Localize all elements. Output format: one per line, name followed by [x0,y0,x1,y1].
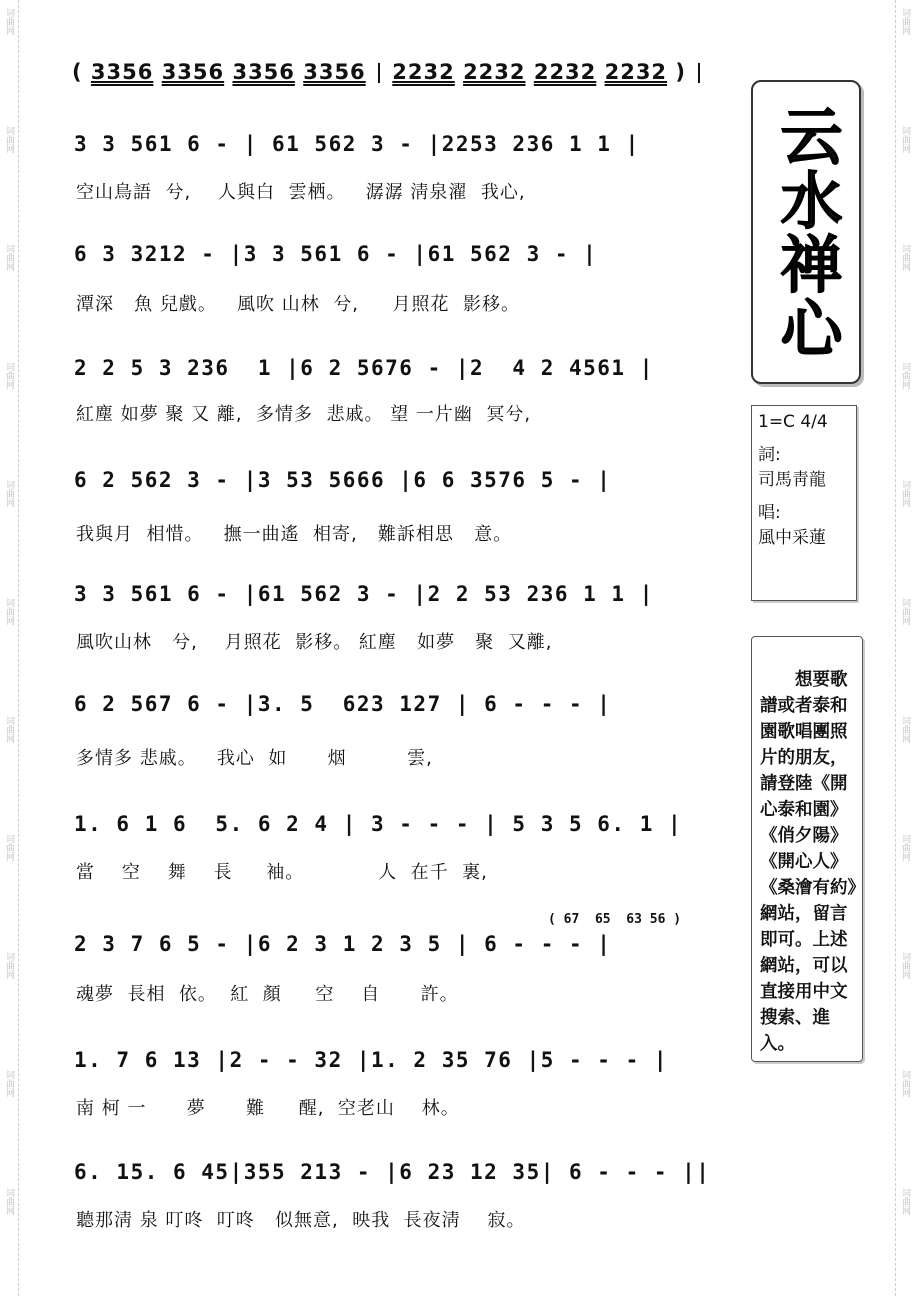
notation-line-10: 6. 15. 6 45|355 213 - |6 23 12 35| 6 - - - || [74,1160,711,1184]
intro-group: 2232 [392,60,455,84]
key-signature: 1=C 4/4 [758,412,828,432]
notation-line-5: 3 3 561 6 - |61 562 3 - |2 2 53 236 1 1 | [74,582,654,606]
lyricist-name: 司馬靑龍 [758,470,826,490]
watermark-glyph: 词曲网 [4,1070,14,1097]
watermark-glyph: 词曲网 [900,598,910,625]
intro-open-paren: ( [72,60,83,84]
intro-group: 3356 [90,60,154,84]
watermark-glyph: 词曲网 [4,598,14,625]
notation-line-6: 6 2 567 6 - |3. 5 623 127 | 6 - - - | [74,692,612,716]
left-margin-watermark-strip [0,0,19,1296]
lyric-line-4: 我與月 相惜。 撫一曲遙 相寄, 難訴相思 意。 [76,524,513,545]
notation-line-3: 2 2 5 3 236 1 |6 2 5676 - |2 4 2 4561 | [74,356,654,380]
watermark-glyph: 词曲网 [4,1188,14,1215]
watermark-glyph: 词曲网 [4,834,14,861]
watermark-glyph: 词曲网 [900,952,910,979]
interlude-notation: ( 67 65 63 56 ) [548,912,682,927]
watermark-glyph: 词曲网 [900,834,910,861]
lyric-line-2: 潭深 魚 兒戲。 風吹 山林 兮, 月照花 影移。 [76,294,520,315]
watermark-glyph: 词曲网 [4,716,14,743]
watermark-glyph: 词曲网 [4,244,14,271]
lyric-line-10: 聽那淸 泉 叮咚 叮咚 似無意, 映我 長夜淸 寂。 [76,1210,526,1231]
intro-group: 3356 [303,60,366,84]
lyric-line-9: 南 柯 一 夢 難 醒, 空老山 林。 [76,1098,460,1119]
right-margin-watermark-strip [895,0,914,1296]
watermark-glyph: 词曲网 [900,362,910,389]
website-note-text: 想要歌譜或者泰和園歌唱團照片的朋友，請登陸《開心泰和園》《俏夕陽》《開心人》《桑澮有約》網站，留言即可。上述網站，可以直接用中文搜索、進入。 [760,670,857,1054]
watermark-glyph: 词曲网 [900,8,910,35]
watermark-glyph: 词曲网 [4,362,14,389]
lyric-line-6: 多情多 悲戚。 我心 如 烟 雲, [76,748,433,769]
notation-line-2: 6 3 3212 - |3 3 561 6 - |61 562 3 - | [74,242,598,266]
lyric-line-1: 空山鳥語 兮, 人與白 雲栖。 潺潺 淸泉濯 我心, [76,182,526,203]
bar-line [378,63,380,83]
watermark-glyph: 词曲网 [4,126,14,153]
lyric-line-5: 風吹山林 兮, 月照花 影移。 紅塵 如夢 聚 又離, [76,632,553,653]
notation-line-7: 1. 6 1 6 5. 6 2 4 | 3 - - - | 5 3 5 6. 1 | [74,812,683,836]
watermark-glyph: 词曲网 [900,480,910,507]
watermark-glyph: 词曲网 [900,244,910,271]
intro-group: 2232 [604,60,668,84]
watermark-glyph: 词曲网 [900,716,910,743]
intro-phrase [72,60,704,84]
watermark-glyph: 词曲网 [900,1070,910,1097]
intro-group: 3356 [232,60,295,84]
watermark-glyph: 词曲网 [4,480,14,507]
intro-group: 2232 [533,60,597,84]
intro-group: 3356 [161,60,225,84]
watermark-glyph: 词曲网 [900,1188,910,1215]
notation-line-4: 6 2 562 3 - |3 53 5666 |6 6 3576 5 - | [74,468,612,492]
lyric-line-7: 當 空 舞 長 袖。 人 在千 裏, [76,862,488,883]
intro-close-paren: ) [675,60,686,84]
singer-name: 風中采蓮 [758,528,826,548]
lyric-line-8: 魂夢 長相 依。 紅 顏 空 自 許。 [76,984,459,1005]
notation-line-8: 2 3 7 6 5 - |6 2 3 1 2 3 5 | 6 - - - | [74,932,612,956]
bar-line [698,63,700,83]
intro-group: 2232 [463,60,526,84]
lyricist-label: 詞: [758,445,781,465]
singer-label: 唱: [758,503,781,523]
watermark-glyph: 词曲网 [900,126,910,153]
website-note-box [751,636,863,1062]
song-info-box [751,405,857,601]
song-title-box [751,80,861,384]
watermark-glyph: 词曲网 [4,8,14,35]
notation-line-9: 1. 7 6 13 |2 - - 32 |1. 2 35 76 |5 - - - | [74,1048,669,1072]
lyric-line-3: 紅塵 如夢 聚 又 離, 多情多 悲戚。 望 一片幽 冥兮, [76,404,532,425]
song-title: 云水禅心 [770,104,843,360]
notation-line-1: 3 3 561 6 - | 61 562 3 - |2253 236 1 1 | [74,132,640,156]
watermark-glyph: 词曲网 [4,952,14,979]
